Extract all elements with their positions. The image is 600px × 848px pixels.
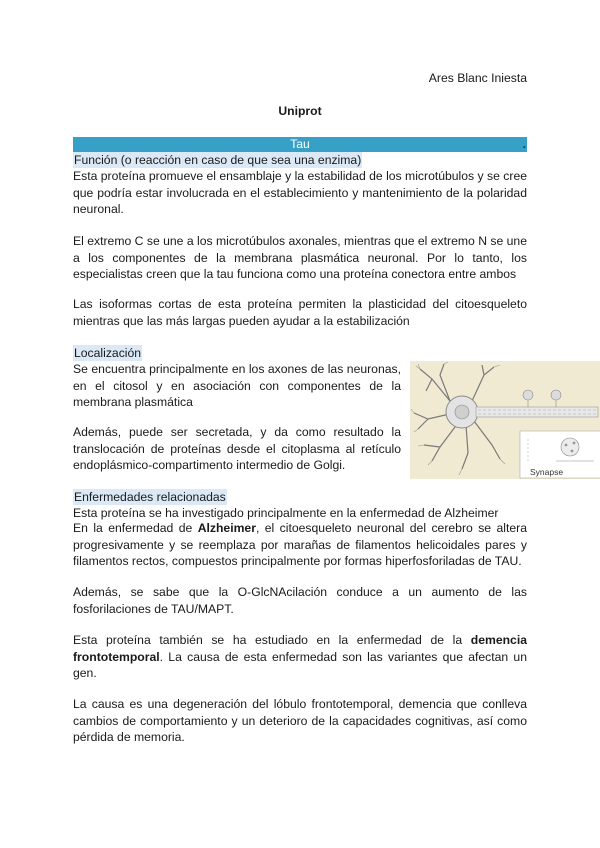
- banner-trailing-mark: .: [522, 137, 526, 151]
- enfermedades-paragraph-2: [73, 520, 527, 570]
- heading-enfermedades: Enfermedades relacionadas: [74, 490, 226, 504]
- enfermedades-paragraph-3: Además, se sabe que la O-GlcNAcilación conduce a un aumento de las fosforilaciones de TAU/MAPT.: [73, 585, 527, 616]
- enfermedades-paragraph-5: La causa es una degeneración del lóbulo frontotemporal, demencia que conlleva cambios de comportamiento y un deterioro de la capacidades cognitivas, así como pérdida de memoria.: [73, 697, 527, 745]
- funcion-paragraph-1: Esta proteína promueve el ensamblaje y la estabilidad de los microtúbulos y se cree que podría estar involucrada en el establecimiento y mantenimiento de la polaridad neuronal.: [73, 169, 527, 217]
- neuron-illustration: [410, 361, 600, 479]
- heading-funcion: Función (o reacción en caso de que sea una enzima): [74, 153, 362, 167]
- banner-label: Tau: [290, 137, 310, 151]
- demencia-text-before: Esta proteína también se ha estudiado en la enfermedad de la: [73, 633, 471, 647]
- demencia-text-after: . La causa de esta enfermedad son las variantes que afectan un gen.: [73, 649, 527, 681]
- section-banner: [73, 137, 527, 152]
- heading-localizacion: Localización: [74, 346, 142, 360]
- page-title: Uniprot: [278, 104, 322, 118]
- funcion-paragraph-2: El extremo C se une a los microtúbulos axonales, mientras que el extremo N se une a los componentes de la membrana plasmática neuronal. Por lo tanto, los especialistas creen que la tau funciona como una proteína conectora entre ambos: [73, 234, 527, 282]
- alzheimer-text-after: , el citoesqueleto neuronal del cerebro se altera progresivamente y se reemplaza por marañas de filamentos helicoidales pares y filamentos rectos, compuestos principalmente por formas hiperfosforiladas de TAU.: [73, 521, 527, 569]
- author-name: Ares Blanc Iniesta: [428, 71, 527, 85]
- alzheimer-bold: Alzheimer: [197, 521, 256, 535]
- alzheimer-text-before: En la enfermedad de: [73, 521, 198, 535]
- enfermedades-paragraph-4: [73, 632, 527, 682]
- enfermedades-paragraph-1: Esta proteína se ha investigado principalmente en la enfermedad de Alzheimer: [73, 506, 499, 520]
- neuron-figure: [410, 361, 600, 479]
- demencia-bold: demencia frontotemporal: [73, 633, 527, 664]
- funcion-paragraph-3: Las isoformas cortas de esta proteína permiten la plasticidad del citoesqueleto mientras que las más largas pueden ayudar a la estabilización: [73, 297, 527, 328]
- figure-synapse-label: Synapse: [530, 467, 564, 477]
- localizacion-paragraph-1: Se encuentra principalmente en los axones de las neuronas, en el citosol y en asociación con componentes de la membrana plasmática: [73, 362, 401, 410]
- localizacion-paragraph-2: Además, puede ser secretada, y da como resultado la translocación de proteínas desde el citoplasma al retículo endoplásmico-compartimento intermedio de Golgi.: [73, 425, 401, 473]
